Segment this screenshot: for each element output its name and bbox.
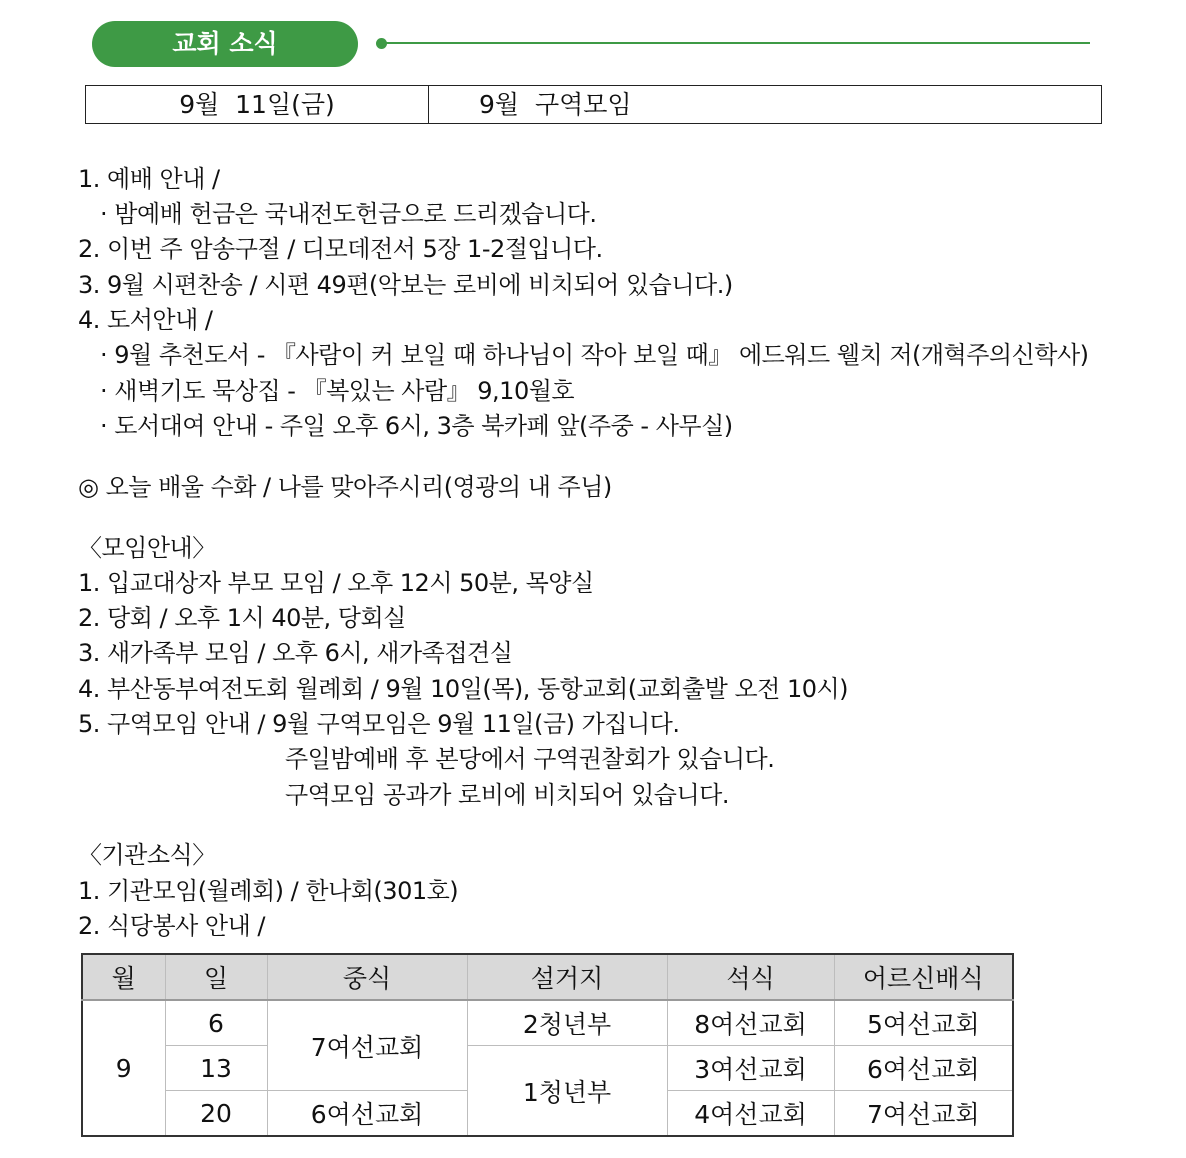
dinner-cell: 4여선교회 — [667, 1091, 834, 1137]
notice-line: · 9월 추천도서 - 『사람이 커 보일 때 하나님이 작아 보일 때』 에드워드 웰치 저(개혁주의신학사) — [100, 341, 1089, 369]
notice-line: 주일밤예배 후 본당에서 구역권찰회가 있습니다. — [285, 745, 775, 773]
column-header: 석식 — [667, 954, 834, 1000]
notice-line: · 도서대여 안내 - 주일 오후 6시, 3층 북카페 앞(주중 - 사무실) — [100, 412, 733, 440]
schedule-box — [85, 85, 1102, 124]
schedule-date: 9월 11일(금) — [86, 86, 429, 123]
notice-line: 1. 기관모임(월례회) / 한나회(301호) — [78, 877, 459, 905]
table-row — [82, 1000, 1013, 1046]
notice-line: 구역모임 공과가 로비에 비치되어 있습니다. — [285, 781, 729, 809]
column-header: 일 — [165, 954, 267, 1000]
notice-line: 4. 도서안내 / — [78, 306, 213, 334]
section-heading: 〈모임안내〉 — [78, 534, 216, 562]
dinner-cell: 3여선교회 — [667, 1046, 834, 1091]
column-header: 중식 — [267, 954, 467, 1000]
column-header: 월 — [82, 954, 165, 1000]
notice-line: 4. 부산동부여전도회 월례회 / 9월 10일(목), 동항교회(교회출발 오전 10시) — [78, 675, 849, 703]
dishes-cell: 2청년부 — [467, 1000, 667, 1046]
notice-line: 2. 당회 / 오후 1시 40분, 당회실 — [78, 604, 406, 632]
notice-line: 5. 구역모임 안내 / 9월 구역모임은 9월 11일(금) 가집니다. — [78, 710, 680, 738]
table-header-row — [82, 954, 1013, 1000]
notice-line: ◎ 오늘 배울 수화 / 나를 맞아주시리(영광의 내 주님) — [78, 473, 612, 501]
notice-line: · 새벽기도 묵상집 - 『복있는 사람』 9,10월호 — [100, 377, 575, 405]
column-header: 설거지 — [467, 954, 667, 1000]
notice-line: 1. 입교대상자 부모 모임 / 오후 12시 50분, 목양실 — [78, 569, 594, 597]
day-cell: 6 — [165, 1000, 267, 1046]
header-divider — [386, 42, 1090, 44]
dishes-cell: 1청년부 — [467, 1046, 667, 1137]
elder-meal-cell: 6여선교회 — [834, 1046, 1013, 1091]
month-cell: 9 — [82, 1000, 165, 1136]
lunch-cell: 6여선교회 — [267, 1091, 467, 1137]
column-header: 어르신배식 — [834, 954, 1013, 1000]
notice-line: 3. 9월 시편찬송 / 시편 49편(악보는 로비에 비치되어 있습니다.) — [78, 271, 733, 299]
day-cell: 13 — [165, 1046, 267, 1091]
kitchen-duty-table — [81, 953, 1014, 1137]
lunch-cell: 7여선교회 — [267, 1000, 467, 1091]
elder-meal-cell: 5여선교회 — [834, 1000, 1013, 1046]
notice-line: · 밤예배 헌금은 국내전도헌금으로 드리겠습니다. — [100, 200, 597, 228]
schedule-event: 9월 구역모임 — [479, 90, 632, 119]
dinner-cell: 8여선교회 — [667, 1000, 834, 1046]
section-title: 교회 소식 — [92, 21, 358, 67]
table-row — [82, 1046, 1013, 1091]
day-cell: 20 — [165, 1091, 267, 1137]
notice-line: 1. 예배 안내 / — [78, 165, 220, 193]
notice-line: 3. 새가족부 모임 / 오후 6시, 새가족접견실 — [78, 639, 513, 667]
elder-meal-cell: 7여선교회 — [834, 1091, 1013, 1137]
section-heading: 〈기관소식〉 — [78, 841, 216, 869]
notice-line: 2. 식당봉사 안내 / — [78, 912, 265, 940]
notice-line: 2. 이번 주 암송구절 / 디모데전서 5장 1-2절입니다. — [78, 235, 603, 263]
